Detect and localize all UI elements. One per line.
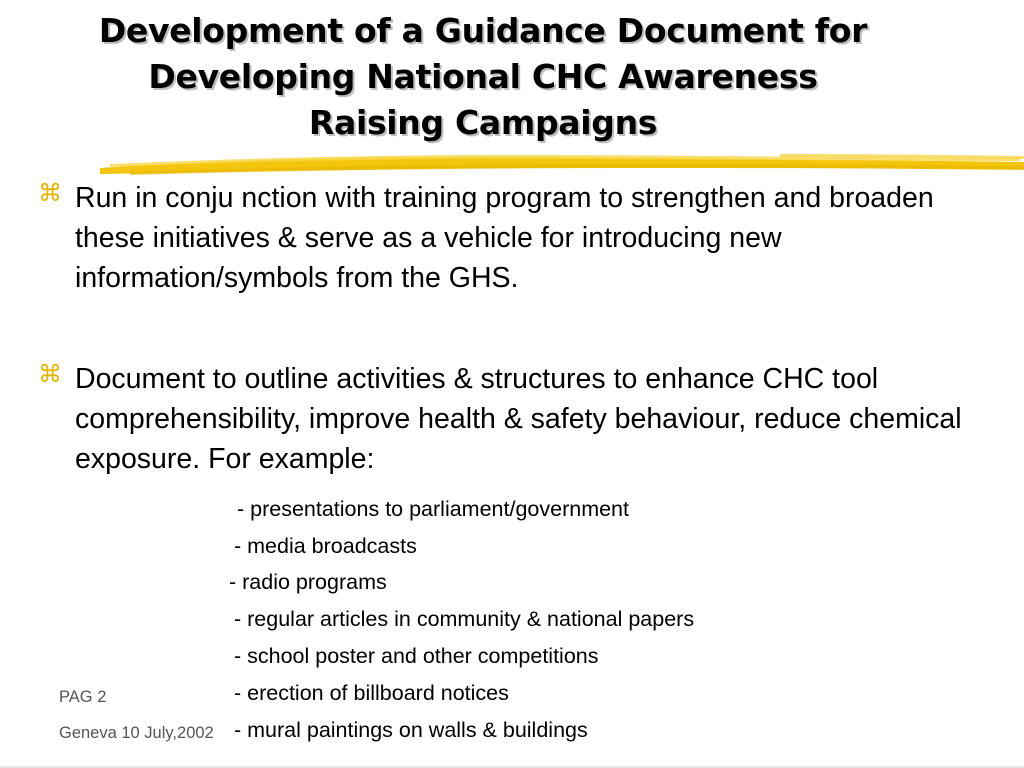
bullet-text: Run in conju nction with training program to strengthen and broaden these initiatives & serve as a vehicle for introducing new information/symbols from the GHS. bbox=[75, 182, 934, 294]
example-item: - media broadcasts bbox=[234, 534, 417, 558]
command-bullet-icon: ⌘ bbox=[38, 360, 62, 388]
example-item: - mural paintings on walls & buildings bbox=[234, 718, 588, 742]
title-line-3: Raising Campaigns bbox=[308, 103, 658, 142]
title-line-2: Developing National CHC Awareness bbox=[148, 57, 818, 96]
slide-title bbox=[0, 8, 966, 146]
example-item: - school poster and other competitions bbox=[234, 644, 599, 668]
title-line-1: Development of a Guidance Document for bbox=[98, 11, 868, 50]
command-bullet-icon: ⌘ bbox=[38, 179, 62, 207]
footer-page-label: PAG 2 bbox=[59, 688, 107, 706]
example-item: - erection of billboard notices bbox=[234, 681, 509, 705]
title-highlight-stroke bbox=[100, 148, 1024, 182]
bullet-text: Document to outline activities & structures to enhance CHC tool comprehensibility, improve health & safety behaviour, reduce chemical exposure. For example: bbox=[75, 363, 962, 475]
example-item: - radio programs bbox=[229, 570, 387, 594]
example-item: - presentations to parliament/government bbox=[237, 497, 629, 521]
example-item: - regular articles in community & national papers bbox=[234, 607, 695, 631]
footer-location-date: Geneva 10 July,2002 bbox=[59, 724, 214, 742]
